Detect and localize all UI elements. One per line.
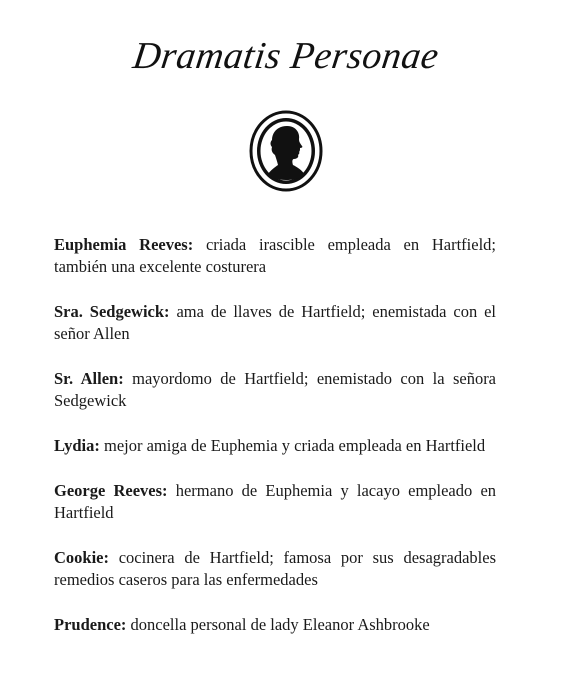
character-entry: [54, 234, 496, 278]
character-entry: [54, 547, 496, 591]
character-name: Cookie:: [54, 548, 109, 567]
character-description: criada irascible empleada en Hartfield; también una excelente costurera: [54, 235, 496, 276]
character-name: George Reeves:: [54, 481, 168, 500]
character-entry: [54, 435, 496, 457]
character-name: Sr. Allen:: [54, 369, 124, 388]
character-description: ama de llaves de Hartfield; enemistada con el señor Allen: [54, 302, 497, 343]
character-description: cocinera de Hartfield; famosa por sus desagradables remedios caseros para las enfermedades: [54, 548, 496, 589]
character-entry: [54, 368, 496, 412]
character-description: doncella personal de lady Eleanor Ashbrooke: [130, 615, 430, 634]
silhouette-portrait-icon: [244, 109, 328, 193]
character-name: Prudence:: [54, 615, 127, 634]
character-list: [54, 234, 496, 659]
character-entry: [54, 614, 496, 636]
character-name: Euphemia Reeves:: [54, 235, 194, 254]
character-entry: [54, 301, 496, 345]
character-name: Lydia:: [54, 436, 100, 455]
character-description: hermano de Euphemia y lacayo empleado en Hartfield: [54, 481, 497, 522]
character-name: Sra. Sedgewick:: [54, 302, 170, 321]
character-description: mayordomo de Hartfield; enemistado con la señora Sedgewick: [54, 369, 497, 410]
character-description: mejor amiga de Euphemia y criada empleada en Hartfield: [103, 436, 486, 455]
page-title: Dramatis Personae: [130, 35, 442, 77]
character-entry: [54, 480, 496, 524]
